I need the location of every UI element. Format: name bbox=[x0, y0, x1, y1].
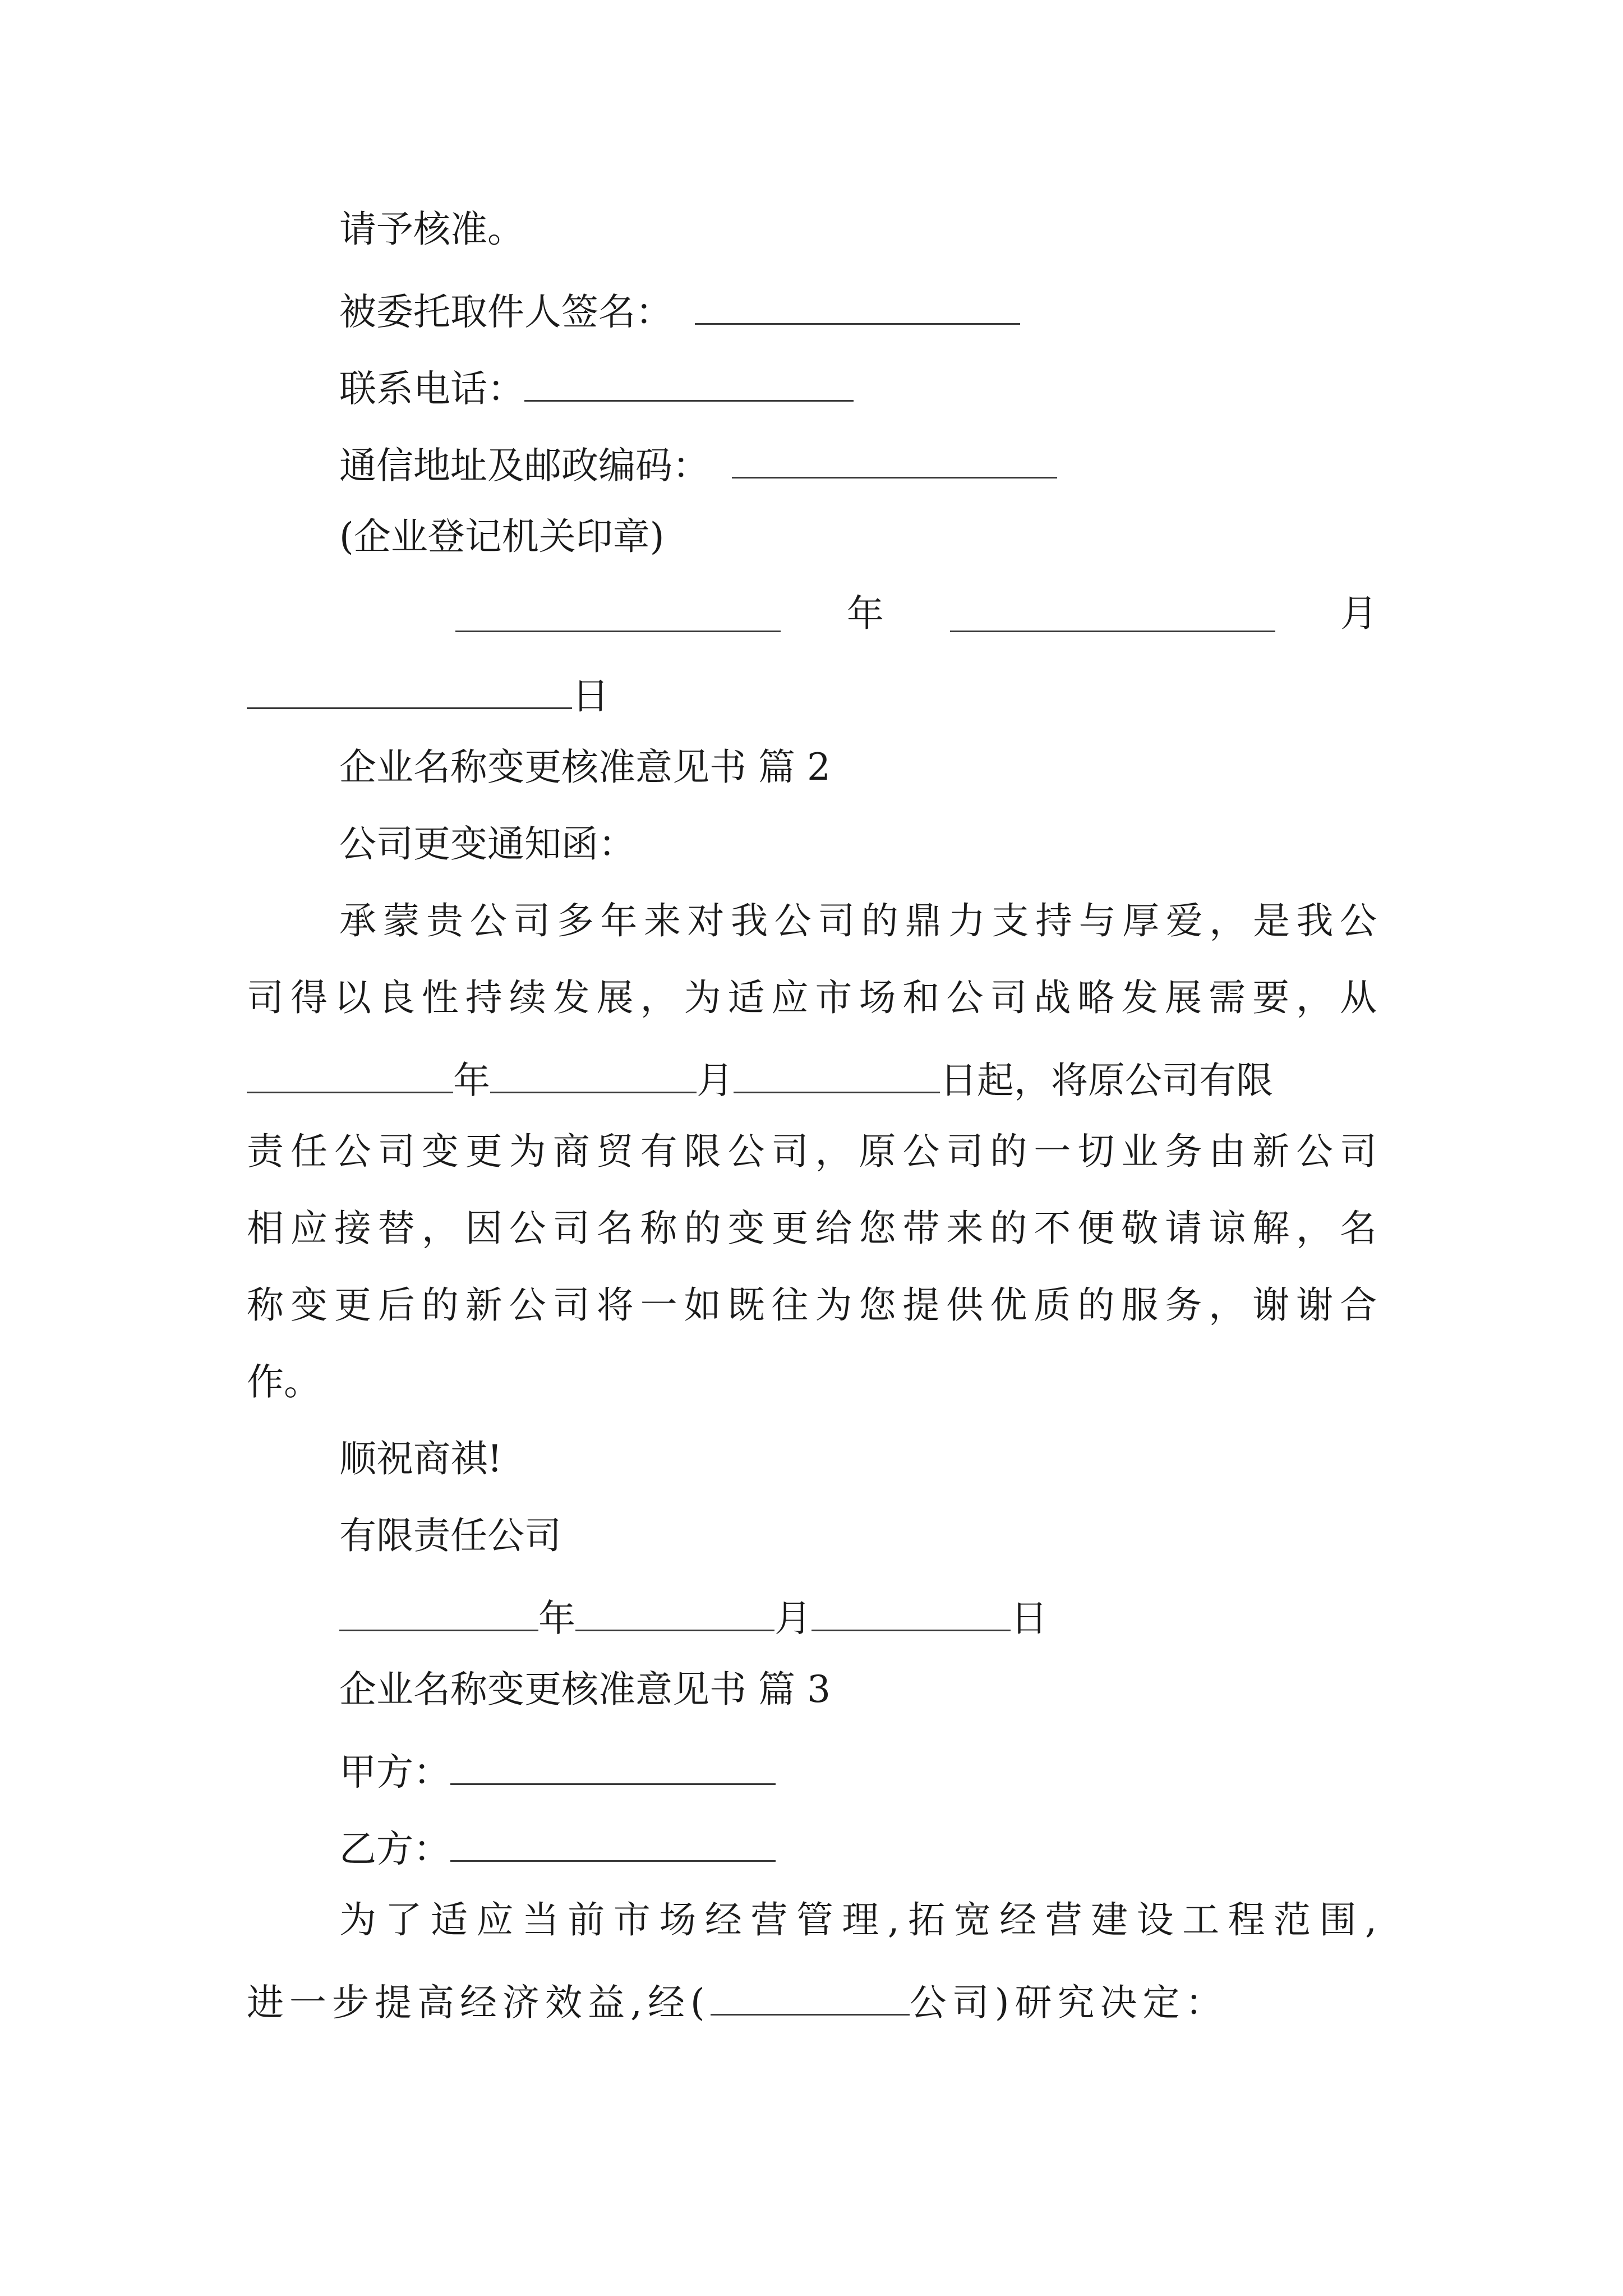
day-blank[interactable] bbox=[247, 672, 572, 709]
body2-line-3 bbox=[247, 1056, 1377, 1102]
date-row-2 bbox=[339, 1594, 1048, 1640]
body3-line-2-tail: 公司)研究决定： bbox=[909, 1981, 1228, 2024]
year-blank[interactable] bbox=[455, 595, 781, 632]
month-blank-3[interactable] bbox=[575, 1594, 774, 1631]
body2-line-2: 司得以良性持续发展，为适应市场和公司战略发展需要，从 bbox=[247, 976, 1377, 1019]
year-label-2: 年 bbox=[453, 1059, 490, 1102]
date-row-1-day bbox=[247, 672, 609, 718]
body2-line-5: 相应接替，因公司名称的变更给您带来的不便敬请谅解，名 bbox=[247, 1207, 1377, 1250]
date-row-1 bbox=[0, 592, 1623, 640]
section-title-2: 企业名称变更核准意见书 篇 2 bbox=[339, 746, 831, 789]
year-label: 年 bbox=[847, 592, 884, 635]
company-name: 有限责任公司 bbox=[339, 1514, 561, 1557]
body3-line-2-head: 进一步提高经济效益,经( bbox=[247, 1981, 711, 2024]
seal-note: (企业登记机关印章) bbox=[339, 515, 665, 558]
party-b-row bbox=[339, 1825, 776, 1871]
month-label-3: 月 bbox=[774, 1596, 811, 1640]
company-blank[interactable] bbox=[711, 1978, 910, 2016]
party-a-row bbox=[339, 1748, 776, 1794]
day-label-3: 日 bbox=[1011, 1596, 1048, 1640]
paragraph-approval: 请予核准。 bbox=[339, 208, 524, 251]
phone-blank[interactable] bbox=[524, 365, 854, 402]
body2-line-6: 称变更后的新公司将一如既往为您提供优质的服务，谢谢合 bbox=[247, 1283, 1377, 1327]
phone-row bbox=[339, 365, 854, 411]
day-label: 日 bbox=[572, 674, 609, 718]
party-a-blank[interactable] bbox=[450, 1748, 776, 1785]
month-label-2: 月 bbox=[697, 1059, 734, 1102]
address-label: 通信地址及邮政编码： bbox=[339, 444, 709, 487]
year-label-3: 年 bbox=[538, 1596, 575, 1640]
month-blank-2[interactable] bbox=[490, 1056, 697, 1093]
address-row bbox=[339, 441, 1057, 485]
signature-blank[interactable] bbox=[695, 288, 1020, 325]
body2-line-3-tail: 日起，将原公司有限 bbox=[940, 1059, 1273, 1102]
day-blank-3[interactable] bbox=[811, 1594, 1011, 1631]
body3-line-2 bbox=[247, 1978, 1377, 2022]
signature-label: 被委托取件人签名： bbox=[339, 290, 672, 334]
body2-line-7: 作。 bbox=[247, 1360, 321, 1404]
month-blank[interactable] bbox=[950, 595, 1275, 632]
year-blank-3[interactable] bbox=[339, 1594, 538, 1631]
body2-line-4: 责任公司变更为商贸有限公司，原公司的一切业务由新公司 bbox=[247, 1130, 1377, 1173]
day-blank-2[interactable] bbox=[734, 1056, 940, 1093]
party-b-label: 乙方： bbox=[339, 1827, 450, 1871]
body3-line-1: 为了适应当前市场经营管理,拓宽经营建设工程范围, bbox=[339, 1898, 1377, 1941]
year-blank-2[interactable] bbox=[247, 1056, 453, 1093]
section-title-3: 企业名称变更核准意见书 篇 3 bbox=[339, 1668, 831, 1711]
party-a-label: 甲方： bbox=[339, 1750, 450, 1794]
party-b-blank[interactable] bbox=[450, 1825, 776, 1862]
month-label: 月 bbox=[1340, 592, 1377, 635]
closing-greeting: 顺祝商祺! bbox=[339, 1437, 502, 1480]
notice-title: 公司更变通知函： bbox=[339, 822, 635, 866]
body2-line-1: 承蒙贵公司多年来对我公司的鼎力支持与厚爱，是我公 bbox=[339, 899, 1377, 942]
signature-row bbox=[339, 288, 1020, 334]
phone-label: 联系电话： bbox=[339, 367, 524, 411]
address-blank[interactable] bbox=[732, 441, 1057, 478]
